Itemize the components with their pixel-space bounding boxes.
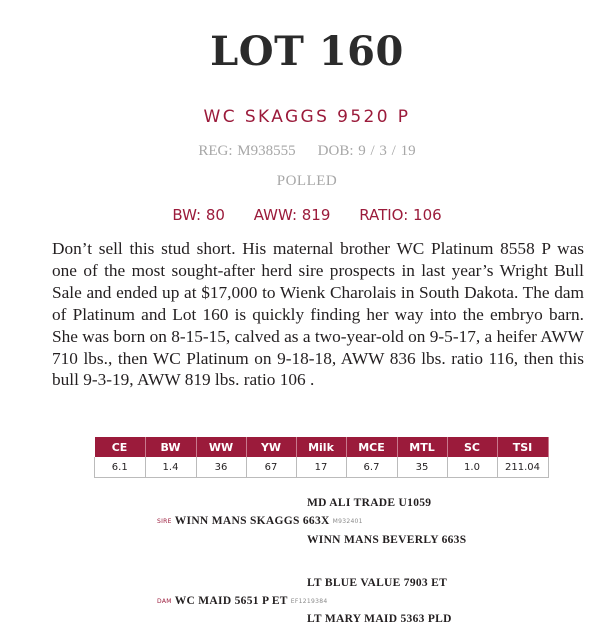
pedigree-dam-dam: LT MARY MAID 5363 PLD [307, 613, 452, 625]
polled-label: POLLED [276, 173, 338, 189]
epd-header-mce: MCE [346, 437, 397, 457]
epd-value-sc: 1.0 [447, 457, 497, 478]
epd-header-sc: SC [447, 437, 497, 457]
sire-name: WINN MANS SKAGGS 663X [174, 515, 330, 527]
registration-line [0, 143, 614, 160]
sire-registration: M932401 [332, 518, 363, 525]
pedigree-dam [157, 595, 327, 607]
adjusted-weaning-weight: AWW: 819 [253, 206, 331, 224]
pedigree-dam-sire: LT BLUE VALUE 7903 ET [307, 577, 448, 589]
dam-label: DAM [157, 598, 172, 605]
animal-name: WC SKAGGS 9520 P [203, 107, 411, 127]
epd-value-ww: 36 [196, 457, 246, 478]
weaning-ratio: RATIO: 106 [359, 206, 442, 224]
lot-description: Don’t sell this stud short. His maternal brother WC Platinum 8558 P was one of the most sought-after herd sire prospects in last year’s Wright Bull Sale and ended up at $17,000 to Wienk Charolais in South Dakota. The dam of Platinum and Lot 160 is quickly finding her way into the embryo barn. She was born on 8-15-15, calved as a two-year-old on 9-5-17, a heifer AWW 710 lbs., then WC Platinum on 9-18-18, AWW 836 lbs. ratio 116, then this bull 9-3-19, AWW 819 lbs. ratio 106 . [52, 239, 584, 390]
date-of-birth: DOB: 9 / 3 / 19 [317, 143, 416, 159]
epd-header-row [95, 437, 549, 457]
epd-header-mtl: MTL [397, 437, 447, 457]
sire-label: SIRE [157, 518, 172, 525]
epd-header-yw: YW [246, 437, 296, 457]
dam-registration: EF1219384 [290, 598, 328, 605]
epd-value-row [95, 457, 549, 478]
registration-number: REG: M938555 [198, 143, 296, 159]
epd-value-ce: 6.1 [95, 457, 146, 478]
epd-header-ce: CE [95, 437, 146, 457]
epd-header-tsi: TSI [497, 437, 548, 457]
epd-header-bw: BW [145, 437, 196, 457]
pedigree-sire [157, 515, 363, 527]
epd-table [94, 437, 549, 478]
epd-value-bw: 1.4 [145, 457, 196, 478]
birth-weight: BW: 80 [172, 206, 225, 224]
weights-line [0, 206, 614, 224]
epd-header-ww: WW [196, 437, 246, 457]
epd-value-milk: 17 [296, 457, 346, 478]
epd-value-yw: 67 [246, 457, 296, 478]
dam-name: WC MAID 5651 P ET [174, 595, 288, 607]
epd-header-milk: Milk [296, 437, 346, 457]
epd-value-mtl: 35 [397, 457, 447, 478]
pedigree-sire-sire: MD ALI TRADE U1059 [307, 497, 432, 509]
epd-value-mce: 6.7 [346, 457, 397, 478]
pedigree-sire-dam: WINN MANS BEVERLY 663S [307, 534, 467, 546]
lot-title: LOT 160 [210, 28, 404, 75]
epd-value-tsi: 211.04 [497, 457, 548, 478]
